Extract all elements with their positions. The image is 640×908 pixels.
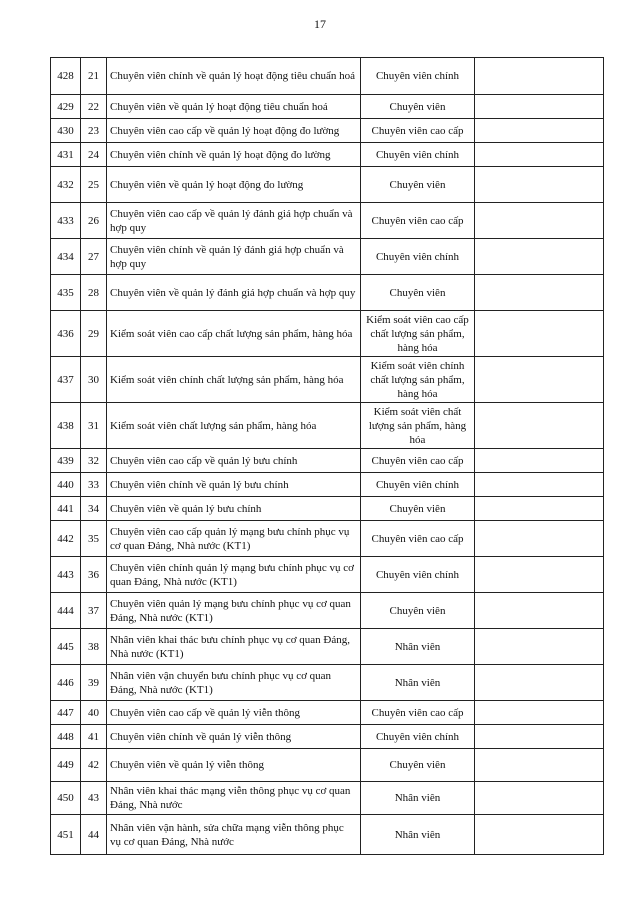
table-row [51, 593, 604, 629]
cell-rank: Chuyên viên cao cấp [361, 203, 475, 239]
position-table [50, 57, 604, 855]
cell-local-number: 27 [81, 239, 107, 275]
table-row [51, 629, 604, 665]
cell-note [475, 119, 604, 143]
table-row [51, 275, 604, 311]
cell-note [475, 275, 604, 311]
cell-note [475, 593, 604, 629]
cell-stt: 445 [51, 629, 81, 665]
cell-rank: Chuyên viên [361, 749, 475, 782]
cell-rank: Nhân viên [361, 665, 475, 701]
page-number: 17 [314, 17, 326, 31]
cell-rank: Chuyên viên chính [361, 557, 475, 593]
cell-note [475, 167, 604, 203]
cell-stt: 442 [51, 521, 81, 557]
cell-stt: 443 [51, 557, 81, 593]
cell-stt: 436 [51, 311, 81, 357]
cell-rank: Chuyên viên cao cấp [361, 449, 475, 473]
cell-note [475, 473, 604, 497]
cell-position-name: Chuyên viên cao cấp về quản lý đánh giá hợp chuẩn và hợp quy [107, 203, 361, 239]
table-row [51, 701, 604, 725]
cell-position-name: Chuyên viên về quản lý đánh giá hợp chuẩn và hợp quy [107, 275, 361, 311]
table-row [51, 557, 604, 593]
cell-stt: 439 [51, 449, 81, 473]
cell-stt: 429 [51, 95, 81, 119]
cell-local-number: 32 [81, 449, 107, 473]
table-row [51, 143, 604, 167]
cell-position-name: Kiểm soát viên cao cấp chất lượng sản phẩm, hàng hóa [107, 311, 361, 357]
cell-rank: Nhân viên [361, 629, 475, 665]
table-row [51, 665, 604, 701]
cell-rank: Chuyên viên [361, 275, 475, 311]
cell-rank: Chuyên viên chính [361, 239, 475, 275]
cell-note [475, 95, 604, 119]
cell-note [475, 357, 604, 403]
cell-note [475, 58, 604, 95]
cell-rank: Chuyên viên chính [361, 58, 475, 95]
cell-rank: Kiểm soát viên cao cấp chất lượng sản phẩm, hàng hóa [361, 311, 475, 357]
cell-stt: 444 [51, 593, 81, 629]
cell-rank: Chuyên viên chính [361, 473, 475, 497]
cell-local-number: 39 [81, 665, 107, 701]
cell-local-number: 40 [81, 701, 107, 725]
cell-local-number: 30 [81, 357, 107, 403]
cell-position-name: Chuyên viên cao cấp quản lý mạng bưu chính phục vụ cơ quan Đảng, Nhà nước (KT1) [107, 521, 361, 557]
cell-local-number: 21 [81, 58, 107, 95]
cell-position-name: Chuyên viên về quản lý viễn thông [107, 749, 361, 782]
cell-note [475, 311, 604, 357]
table-row [51, 782, 604, 815]
cell-local-number: 41 [81, 725, 107, 749]
cell-rank: Chuyên viên [361, 593, 475, 629]
table-row [51, 449, 604, 473]
cell-stt: 450 [51, 782, 81, 815]
cell-position-name: Chuyên viên cao cấp về quản lý bưu chính [107, 449, 361, 473]
cell-note [475, 403, 604, 449]
cell-stt: 428 [51, 58, 81, 95]
cell-position-name: Chuyên viên về quản lý bưu chính [107, 497, 361, 521]
cell-note [475, 497, 604, 521]
cell-position-name: Chuyên viên chính về quản lý hoạt động đo lường [107, 143, 361, 167]
cell-position-name: Nhân viên vận hành, sửa chữa mạng viễn thông phục vụ cơ quan Đảng, Nhà nước [107, 815, 361, 855]
cell-position-name: Chuyên viên chính về quản lý viễn thông [107, 725, 361, 749]
cell-local-number: 37 [81, 593, 107, 629]
cell-stt: 434 [51, 239, 81, 275]
cell-stt: 451 [51, 815, 81, 855]
cell-note [475, 449, 604, 473]
cell-stt: 446 [51, 665, 81, 701]
table-row [51, 403, 604, 449]
cell-stt: 441 [51, 497, 81, 521]
cell-note [475, 725, 604, 749]
cell-note [475, 203, 604, 239]
cell-position-name: Chuyên viên chính về quản lý đánh giá hợp chuẩn và hợp quy [107, 239, 361, 275]
cell-rank: Chuyên viên [361, 497, 475, 521]
table-body [51, 58, 604, 855]
table-row [51, 311, 604, 357]
cell-local-number: 42 [81, 749, 107, 782]
cell-stt: 438 [51, 403, 81, 449]
table-row [51, 95, 604, 119]
cell-position-name: Chuyên viên về quản lý hoạt động đo lường [107, 167, 361, 203]
cell-position-name: Chuyên viên chính về quản lý hoạt động tiêu chuẩn hoá [107, 58, 361, 95]
cell-rank: Nhân viên [361, 782, 475, 815]
cell-note [475, 239, 604, 275]
cell-stt: 448 [51, 725, 81, 749]
cell-rank: Chuyên viên [361, 167, 475, 203]
cell-local-number: 34 [81, 497, 107, 521]
cell-position-name: Chuyên viên về quản lý hoạt động tiêu chuẩn hoá [107, 95, 361, 119]
cell-rank: Chuyên viên [361, 95, 475, 119]
table-row [51, 473, 604, 497]
cell-note [475, 557, 604, 593]
table-row [51, 119, 604, 143]
cell-stt: 440 [51, 473, 81, 497]
cell-position-name: Kiểm soát viên chất lượng sản phẩm, hàng hóa [107, 403, 361, 449]
cell-rank: Chuyên viên cao cấp [361, 119, 475, 143]
cell-rank: Kiểm soát viên chất lượng sản phẩm, hàng hóa [361, 403, 475, 449]
cell-local-number: 25 [81, 167, 107, 203]
cell-local-number: 35 [81, 521, 107, 557]
table-row [51, 725, 604, 749]
cell-rank: Kiểm soát viên chính chất lượng sản phẩm, hàng hóa [361, 357, 475, 403]
cell-rank: Chuyên viên cao cấp [361, 701, 475, 725]
cell-note [475, 782, 604, 815]
cell-note [475, 629, 604, 665]
table-row [51, 497, 604, 521]
cell-stt: 432 [51, 167, 81, 203]
table-row [51, 815, 604, 855]
cell-local-number: 22 [81, 95, 107, 119]
table-row [51, 521, 604, 557]
cell-local-number: 36 [81, 557, 107, 593]
cell-rank: Chuyên viên cao cấp [361, 521, 475, 557]
cell-local-number: 38 [81, 629, 107, 665]
cell-stt: 435 [51, 275, 81, 311]
cell-local-number: 44 [81, 815, 107, 855]
cell-note [475, 701, 604, 725]
table-row [51, 167, 604, 203]
cell-local-number: 33 [81, 473, 107, 497]
cell-position-name: Chuyên viên quản lý mạng bưu chính phục vụ cơ quan Đảng, Nhà nước (KT1) [107, 593, 361, 629]
cell-stt: 431 [51, 143, 81, 167]
cell-stt: 449 [51, 749, 81, 782]
cell-note [475, 521, 604, 557]
cell-note [475, 143, 604, 167]
cell-position-name: Chuyên viên cao cấp về quản lý hoạt động đo lường [107, 119, 361, 143]
cell-local-number: 24 [81, 143, 107, 167]
table-row [51, 239, 604, 275]
table-row [51, 749, 604, 782]
cell-note [475, 815, 604, 855]
cell-local-number: 31 [81, 403, 107, 449]
cell-position-name: Nhân viên vận chuyển bưu chính phục vụ cơ quan Đảng, Nhà nước (KT1) [107, 665, 361, 701]
table-row [51, 203, 604, 239]
table-row [51, 58, 604, 95]
cell-local-number: 28 [81, 275, 107, 311]
cell-position-name: Nhân viên khai thác mạng viễn thông phục vụ cơ quan Đảng, Nhà nước [107, 782, 361, 815]
cell-stt: 433 [51, 203, 81, 239]
cell-stt: 447 [51, 701, 81, 725]
cell-stt: 437 [51, 357, 81, 403]
cell-local-number: 23 [81, 119, 107, 143]
cell-stt: 430 [51, 119, 81, 143]
cell-position-name: Kiểm soát viên chính chất lượng sản phẩm, hàng hóa [107, 357, 361, 403]
cell-note [475, 749, 604, 782]
cell-local-number: 43 [81, 782, 107, 815]
cell-position-name: Chuyên viên chính quản lý mạng bưu chính phục vụ cơ quan Đảng, Nhà nước (KT1) [107, 557, 361, 593]
cell-rank: Chuyên viên chính [361, 143, 475, 167]
cell-position-name: Chuyên viên cao cấp về quản lý viễn thông [107, 701, 361, 725]
cell-position-name: Chuyên viên chính về quản lý bưu chính [107, 473, 361, 497]
cell-local-number: 29 [81, 311, 107, 357]
cell-local-number: 26 [81, 203, 107, 239]
table-row [51, 357, 604, 403]
cell-rank: Chuyên viên chính [361, 725, 475, 749]
cell-note [475, 665, 604, 701]
cell-position-name: Nhân viên khai thác bưu chính phục vụ cơ quan Đảng, Nhà nước (KT1) [107, 629, 361, 665]
cell-rank: Nhân viên [361, 815, 475, 855]
